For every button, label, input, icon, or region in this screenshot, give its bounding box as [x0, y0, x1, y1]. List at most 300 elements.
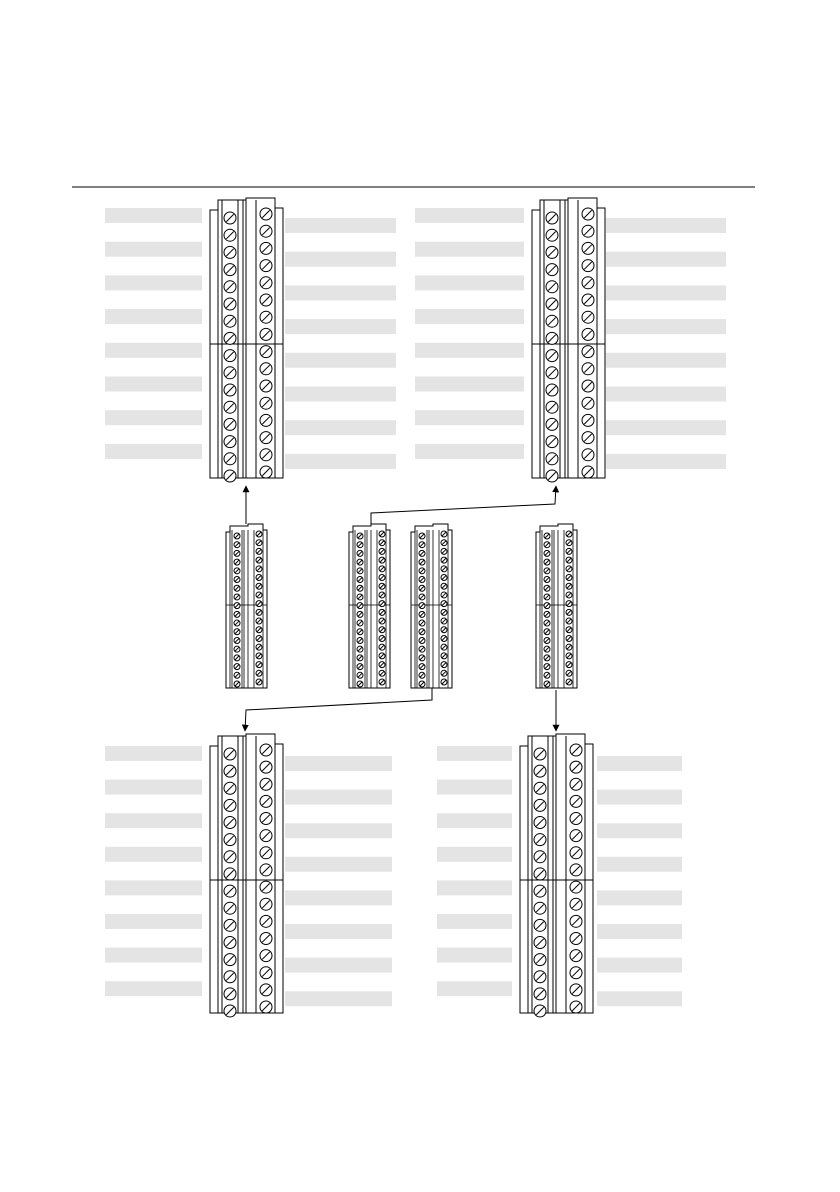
screw-terminal	[379, 531, 385, 537]
label-left-6	[105, 914, 202, 929]
screw-terminal	[357, 603, 363, 609]
screw-terminal	[544, 568, 550, 574]
screw-terminal	[260, 898, 272, 910]
screw-terminal	[357, 620, 363, 626]
label-left-4	[105, 847, 202, 862]
screw-terminal	[379, 627, 385, 633]
label-right-2	[597, 790, 682, 805]
screw-terminal	[260, 432, 272, 444]
screw-terminal	[234, 611, 240, 617]
screw-terminal	[234, 637, 240, 643]
label-right-5	[285, 890, 392, 905]
screw-terminal	[224, 384, 236, 396]
screw-terminal	[256, 566, 262, 572]
label-left-4	[437, 847, 512, 862]
screw-terminal	[379, 653, 385, 659]
screw-terminal	[534, 1005, 546, 1017]
screw-terminal	[570, 915, 582, 927]
screw-terminal	[566, 644, 572, 650]
screw-terminal	[546, 350, 558, 362]
label-right-4	[606, 319, 726, 334]
connector-module-3	[411, 524, 452, 688]
screw-terminal	[234, 664, 240, 670]
screw-terminal	[224, 246, 236, 258]
screw-terminal	[582, 225, 594, 237]
screw-terminal	[570, 950, 582, 962]
screw-terminal	[224, 868, 236, 880]
screw-terminal	[379, 644, 385, 650]
screw-terminal	[234, 550, 240, 556]
label-left-4	[415, 309, 524, 324]
screw-terminal	[260, 260, 272, 272]
label-left-8	[437, 981, 512, 996]
screw-terminal	[419, 603, 425, 609]
screw-terminal	[224, 332, 236, 344]
label-left-4	[105, 309, 202, 324]
label-right-6	[597, 924, 682, 939]
screw-terminal	[419, 672, 425, 678]
screw-terminal	[546, 418, 558, 430]
screw-terminal	[234, 533, 240, 539]
screw-terminal	[379, 548, 385, 554]
label-left-1	[415, 208, 524, 223]
screw-terminal	[379, 662, 385, 668]
screw-terminal	[566, 548, 572, 554]
screw-terminal	[357, 585, 363, 591]
screw-terminal	[546, 332, 558, 344]
screw-terminal	[534, 868, 546, 880]
screw-terminal	[260, 984, 272, 996]
screw-terminal	[441, 644, 447, 650]
screw-terminal	[357, 568, 363, 574]
label-right-5	[597, 890, 682, 905]
screw-terminal	[260, 380, 272, 392]
label-left-6	[415, 377, 524, 392]
screw-terminal	[379, 618, 385, 624]
screw-terminal	[260, 795, 272, 807]
label-right-8	[597, 991, 682, 1006]
screw-terminal	[379, 635, 385, 641]
screw-terminal	[357, 655, 363, 661]
connector-module-2	[349, 524, 390, 688]
screw-terminal	[566, 592, 572, 598]
screw-terminal	[544, 585, 550, 591]
screw-terminal	[566, 653, 572, 659]
screw-terminal	[534, 885, 546, 897]
screw-terminal	[534, 902, 546, 914]
screw-terminal	[419, 559, 425, 565]
label-left-8	[105, 444, 202, 459]
screw-terminal	[256, 644, 262, 650]
screw-terminal	[566, 575, 572, 581]
screw-terminal	[224, 902, 236, 914]
screw-terminal	[441, 601, 447, 607]
screw-terminal	[234, 542, 240, 548]
label-left-2	[437, 780, 512, 795]
screw-terminal	[234, 620, 240, 626]
screw-terminal	[570, 830, 582, 842]
screw-terminal	[566, 601, 572, 607]
label-left-3	[437, 813, 512, 828]
screw-terminal	[234, 655, 240, 661]
screw-terminal	[260, 277, 272, 289]
label-right-2	[606, 252, 726, 267]
screw-terminal	[357, 550, 363, 556]
label-left-3	[105, 813, 202, 828]
screw-terminal	[224, 436, 236, 448]
label-right-1	[597, 756, 682, 771]
screw-terminal	[570, 778, 582, 790]
label-left-7	[105, 948, 202, 963]
connector-module-1	[226, 524, 267, 688]
screw-terminal	[582, 294, 594, 306]
screw-terminal	[224, 936, 236, 948]
screw-terminal	[582, 346, 594, 358]
screw-terminal	[582, 397, 594, 409]
label-left-6	[437, 914, 512, 929]
screw-terminal	[544, 603, 550, 609]
screw-terminal	[260, 1001, 272, 1013]
screw-terminal	[544, 672, 550, 678]
screw-terminal	[546, 436, 558, 448]
label-right-8	[606, 454, 726, 469]
screw-terminal	[357, 646, 363, 652]
label-left-7	[437, 948, 512, 963]
screw-terminal	[534, 748, 546, 760]
screw-terminal	[544, 620, 550, 626]
screw-terminal	[379, 679, 385, 685]
screw-terminal	[441, 609, 447, 615]
screw-terminal	[441, 662, 447, 668]
label-right-3	[285, 823, 392, 838]
screw-terminal	[544, 542, 550, 548]
screw-terminal	[566, 540, 572, 546]
screw-terminal	[546, 212, 558, 224]
screw-terminal	[419, 568, 425, 574]
screw-terminal	[570, 898, 582, 910]
label-right-4	[597, 857, 682, 872]
screw-terminal	[570, 984, 582, 996]
screw-terminal	[582, 414, 594, 426]
screw-terminal	[441, 592, 447, 598]
screw-terminal	[570, 847, 582, 859]
screw-terminal	[260, 294, 272, 306]
screw-terminal	[419, 629, 425, 635]
screw-terminal	[544, 655, 550, 661]
screw-terminal	[546, 384, 558, 396]
screw-terminal	[582, 466, 594, 478]
screw-terminal	[534, 919, 546, 931]
label-right-5	[285, 353, 396, 368]
label-left-3	[415, 275, 524, 290]
screw-terminal	[379, 601, 385, 607]
screw-terminal	[260, 778, 272, 790]
screw-terminal	[256, 601, 262, 607]
screw-terminal	[566, 609, 572, 615]
screw-terminal	[379, 575, 385, 581]
screw-terminal	[379, 557, 385, 563]
screw-terminal	[224, 834, 236, 846]
screw-terminal	[419, 577, 425, 583]
screw-terminal	[224, 765, 236, 777]
screw-terminal	[566, 627, 572, 633]
screw-terminal	[260, 967, 272, 979]
screw-terminal	[224, 281, 236, 293]
label-left-2	[105, 242, 202, 257]
label-left-7	[415, 410, 524, 425]
screw-terminal	[570, 864, 582, 876]
label-right-4	[285, 319, 396, 334]
screw-terminal	[441, 566, 447, 572]
screw-terminal	[234, 681, 240, 687]
label-left-6	[105, 377, 202, 392]
screw-terminal	[570, 813, 582, 825]
label-right-1	[285, 756, 392, 771]
screw-terminal	[566, 618, 572, 624]
screw-terminal	[256, 627, 262, 633]
screw-terminal	[566, 583, 572, 589]
screw-terminal	[546, 453, 558, 465]
screw-terminal	[256, 592, 262, 598]
screw-terminal	[224, 748, 236, 760]
screw-terminal	[534, 765, 546, 777]
screw-terminal	[570, 967, 582, 979]
screw-terminal	[260, 225, 272, 237]
screw-terminal	[546, 470, 558, 482]
screw-terminal	[224, 885, 236, 897]
screw-terminal	[441, 679, 447, 685]
screw-terminal	[441, 531, 447, 537]
screw-terminal	[570, 795, 582, 807]
screw-terminal	[260, 242, 272, 254]
screw-terminal	[224, 298, 236, 310]
screw-terminal	[441, 583, 447, 589]
label-right-6	[606, 387, 726, 402]
screw-terminal	[234, 594, 240, 600]
screw-terminal	[582, 242, 594, 254]
screw-terminal	[441, 557, 447, 563]
label-right-2	[285, 252, 396, 267]
screw-terminal	[534, 782, 546, 794]
screw-terminal	[566, 662, 572, 668]
screw-terminal	[566, 635, 572, 641]
screw-terminal	[260, 449, 272, 461]
label-right-1	[606, 218, 726, 233]
screw-terminal	[544, 629, 550, 635]
label-right-3	[285, 285, 396, 300]
label-left-8	[415, 444, 524, 459]
screw-terminal	[419, 585, 425, 591]
screw-terminal	[224, 782, 236, 794]
screw-terminal	[357, 681, 363, 687]
screw-terminal	[546, 401, 558, 413]
screw-terminal	[534, 971, 546, 983]
screw-terminal	[260, 864, 272, 876]
screw-terminal	[357, 577, 363, 583]
screw-terminal	[260, 311, 272, 323]
screw-terminal	[234, 568, 240, 574]
screw-terminal	[234, 646, 240, 652]
screw-terminal	[260, 950, 272, 962]
screw-terminal	[546, 298, 558, 310]
screw-terminal	[441, 575, 447, 581]
screw-terminal	[441, 540, 447, 546]
terminal-block-bottom-left	[210, 734, 283, 1017]
screw-terminal	[256, 679, 262, 685]
screw-terminal	[224, 367, 236, 379]
label-left-5	[415, 343, 524, 358]
screw-terminal	[582, 363, 594, 375]
screw-terminal	[357, 664, 363, 670]
screw-terminal	[224, 401, 236, 413]
screw-terminal	[256, 609, 262, 615]
screw-terminal	[224, 315, 236, 327]
screw-terminal	[357, 542, 363, 548]
screw-terminal	[256, 618, 262, 624]
label-right-2	[285, 790, 392, 805]
screw-terminal	[256, 575, 262, 581]
screw-terminal	[256, 670, 262, 676]
screw-terminal	[260, 363, 272, 375]
label-right-4	[285, 857, 392, 872]
screw-terminal	[260, 744, 272, 756]
screw-terminal	[570, 881, 582, 893]
screw-terminal	[357, 594, 363, 600]
screw-terminal	[234, 585, 240, 591]
label-right-7	[606, 420, 726, 435]
screw-terminal	[419, 681, 425, 687]
label-left-7	[105, 410, 202, 425]
terminal-block-top-left	[210, 198, 283, 482]
screw-terminal	[260, 328, 272, 340]
screw-terminal	[544, 577, 550, 583]
screw-terminal	[544, 533, 550, 539]
label-left-5	[105, 880, 202, 895]
screw-terminal	[256, 653, 262, 659]
screw-terminal	[260, 881, 272, 893]
screw-terminal	[441, 627, 447, 633]
screw-terminal	[566, 531, 572, 537]
terminal-block-top-right	[532, 198, 605, 482]
screw-terminal	[544, 646, 550, 652]
screw-terminal	[566, 670, 572, 676]
label-left-2	[105, 780, 202, 795]
screw-terminal	[582, 311, 594, 323]
label-right-1	[285, 218, 396, 233]
screw-terminal	[582, 277, 594, 289]
screw-terminal	[234, 603, 240, 609]
screw-terminal	[256, 583, 262, 589]
screw-terminal	[256, 548, 262, 554]
screw-terminal	[224, 971, 236, 983]
screw-terminal	[566, 679, 572, 685]
screw-terminal	[234, 559, 240, 565]
screw-terminal	[260, 813, 272, 825]
screw-terminal	[546, 281, 558, 293]
screw-terminal	[224, 264, 236, 276]
screw-terminal	[582, 449, 594, 461]
screw-terminal	[224, 1005, 236, 1017]
screw-terminal	[566, 557, 572, 563]
label-right-6	[285, 387, 396, 402]
screw-terminal	[224, 229, 236, 241]
label-left-1	[105, 746, 202, 761]
label-left-5	[437, 880, 512, 895]
screw-terminal	[441, 548, 447, 554]
screw-terminal	[546, 367, 558, 379]
screw-terminal	[544, 594, 550, 600]
label-right-8	[285, 454, 396, 469]
label-left-1	[437, 746, 512, 761]
label-right-7	[285, 958, 392, 973]
screw-terminal	[260, 414, 272, 426]
screw-terminal	[419, 620, 425, 626]
screw-terminal	[544, 550, 550, 556]
screw-terminal	[379, 592, 385, 598]
screw-terminal	[256, 540, 262, 546]
screw-terminal	[224, 954, 236, 966]
label-right-3	[606, 285, 726, 300]
screw-terminal	[224, 817, 236, 829]
screw-terminal	[224, 988, 236, 1000]
screw-terminal	[260, 847, 272, 859]
screw-terminal	[379, 540, 385, 546]
screw-terminal	[544, 611, 550, 617]
screw-terminal	[224, 212, 236, 224]
screw-terminal	[224, 799, 236, 811]
screw-terminal	[357, 672, 363, 678]
screw-terminal	[419, 533, 425, 539]
screw-terminal	[224, 418, 236, 430]
label-right-7	[285, 420, 396, 435]
screw-terminal	[582, 208, 594, 220]
screw-terminal	[419, 594, 425, 600]
label-left-3	[105, 275, 202, 290]
screw-terminal	[534, 954, 546, 966]
screw-terminal	[419, 664, 425, 670]
screw-terminal	[570, 744, 582, 756]
screw-terminal	[534, 834, 546, 846]
screw-terminal	[441, 670, 447, 676]
screw-terminal	[419, 655, 425, 661]
screw-terminal	[570, 1001, 582, 1013]
screw-terminal	[544, 637, 550, 643]
screw-terminal	[224, 453, 236, 465]
screw-terminal	[234, 629, 240, 635]
screw-terminal	[419, 646, 425, 652]
screw-terminal	[260, 915, 272, 927]
screw-terminal	[224, 851, 236, 863]
screw-terminal	[234, 672, 240, 678]
screw-terminal	[260, 208, 272, 220]
screw-terminal	[441, 618, 447, 624]
screw-terminal	[570, 761, 582, 773]
screw-terminal	[441, 635, 447, 641]
label-right-7	[597, 958, 682, 973]
label-left-5	[105, 343, 202, 358]
label-left-1	[105, 208, 202, 223]
screw-terminal	[256, 662, 262, 668]
screw-terminal	[544, 681, 550, 687]
screw-terminal	[224, 470, 236, 482]
screw-terminal	[379, 566, 385, 572]
label-right-6	[285, 924, 392, 939]
label-right-8	[285, 991, 392, 1006]
screw-terminal	[260, 397, 272, 409]
screw-terminal	[544, 559, 550, 565]
screw-terminal	[419, 550, 425, 556]
screw-terminal	[534, 817, 546, 829]
